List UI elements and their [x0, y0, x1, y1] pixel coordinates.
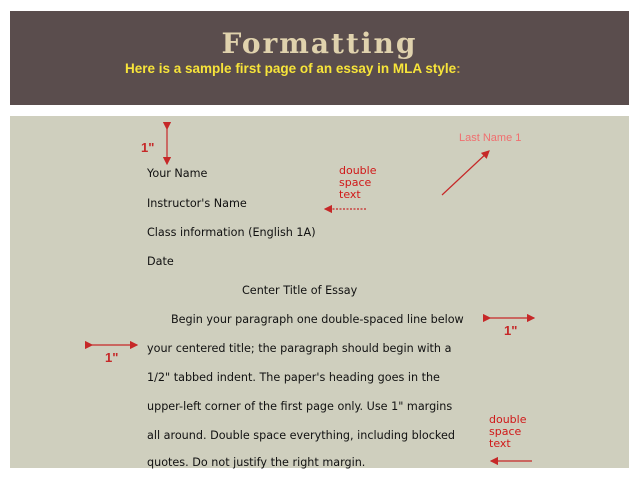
note-word: space: [339, 176, 372, 189]
essay-title: Center Title of Essay: [242, 284, 358, 297]
note-word: text: [489, 437, 511, 450]
paragraph-line-2: your centered title; the paragraph should begin with a: [147, 342, 452, 355]
page-header-last-name: Last Name 1: [459, 132, 522, 144]
note-word: double: [489, 413, 527, 426]
note-word: space: [489, 425, 522, 438]
subtitle-colon: :: [456, 61, 461, 76]
heading-your-name: Your Name: [147, 167, 208, 180]
note-word: double: [339, 164, 377, 177]
paragraph-line-3: 1/2" tabbed indent. The paper's heading goes in the: [147, 371, 440, 384]
slide-title: Formatting: [221, 27, 418, 60]
paragraph-line-1: Begin your paragraph one double-spaced line below: [171, 313, 464, 326]
right-margin-label: 1": [504, 323, 518, 338]
last-name-pointer-arrow: [442, 151, 489, 195]
note-word: text: [339, 188, 361, 201]
heading-instructor-name: Instructor's Name: [147, 197, 247, 210]
paragraph-line-4: upper-left corner of the first page only. Use 1" margins: [147, 400, 453, 413]
heading-class-info: Class information (English 1A): [147, 226, 316, 239]
subtitle-text: Here is a sample first page of an essay in MLA style: [125, 61, 457, 76]
left-margin-label: 1": [105, 350, 119, 365]
top-margin-label: 1": [141, 140, 155, 155]
heading-date: Date: [147, 255, 174, 268]
paragraph-line-6: quotes. Do not justify the right margin.: [147, 456, 366, 469]
paragraph-line-5: all around. Double space everything, including blocked: [147, 429, 455, 442]
